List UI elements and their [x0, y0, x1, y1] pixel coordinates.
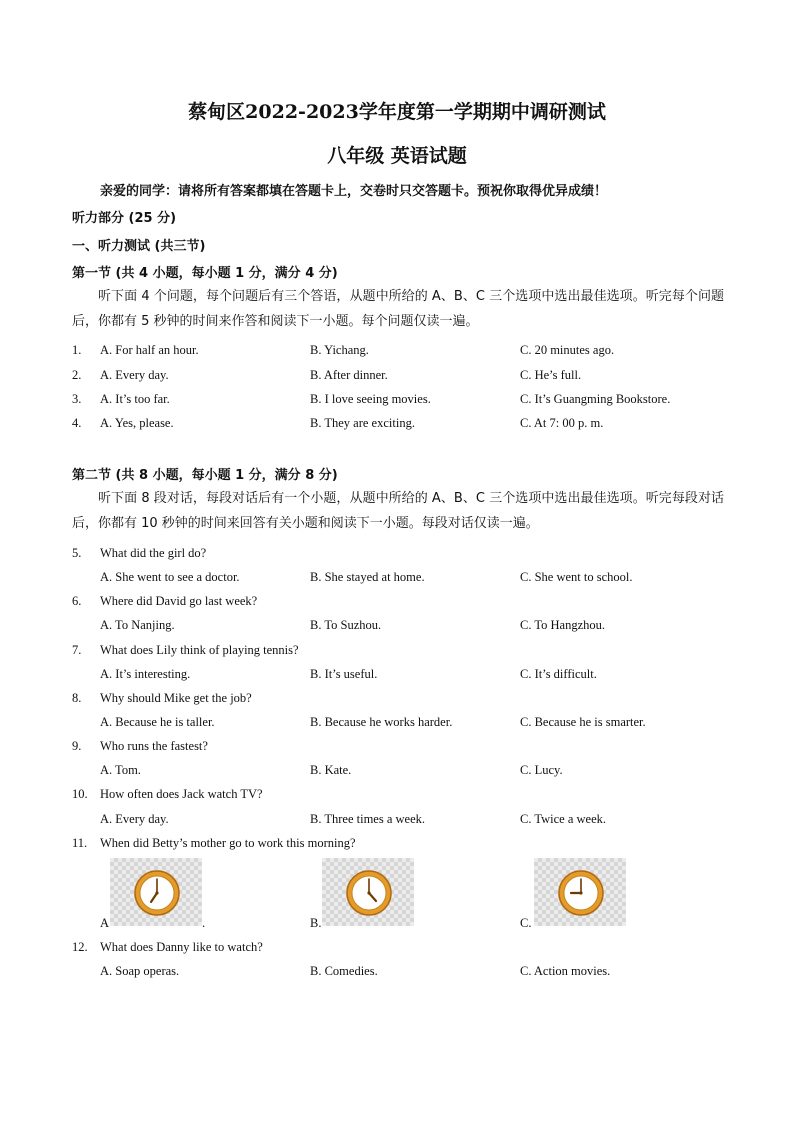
- option-a: A. Soap operas.: [100, 964, 180, 978]
- question-text: Who runs the fastest?: [100, 739, 208, 753]
- option-b: B. Because he works harder.: [310, 715, 453, 729]
- question-number: 3.: [72, 392, 82, 406]
- options-row: [0, 570, 794, 588]
- options-row: [0, 715, 794, 733]
- section1-instructions: 听下面 4 个问题，每个问题后有三个答语，从题中所给的 A、B、C 三个选项中选出最佳选项。听完每个问题后，你都有 5 秒钟的时间来作答和阅读下一小题。每个问题仅读一遍。: [72, 289, 724, 329]
- question-number: 2.: [72, 368, 82, 382]
- option-b: B. I love seeing movies.: [310, 392, 431, 406]
- option-b: B. It’s useful.: [310, 667, 378, 681]
- option-c: C. To Hangzhou.: [520, 618, 605, 632]
- option-a: A. It’s too far.: [100, 392, 170, 406]
- option-c: C. It’s difficult.: [520, 667, 597, 681]
- section1-title: 第一节 (共 4 小题，每小题 1 分，满分 4 分): [72, 266, 338, 281]
- question-row: [0, 368, 794, 386]
- section2-title: 第二节 (共 8 小题，每小题 1 分，满分 8 分): [72, 468, 338, 483]
- option-c: C. Because he is smarter.: [520, 715, 646, 729]
- option-c: C. At 7: 00 p. m.: [520, 416, 604, 430]
- clock-icon: [556, 868, 606, 918]
- listening-part-title: 听力部分 (25 分): [72, 211, 177, 226]
- question-number: 12.: [72, 940, 88, 954]
- section2-instructions: 听下面 8 段对话，每段对话后有一个小题，从题中所给的 A、B、C 三个选项中选出最佳选项。听完每段对话后，你都有 10 秒钟的时间来回答有关小题和阅读下一小题。每段对话仅读一遍。: [72, 491, 724, 531]
- options-row: [0, 667, 794, 685]
- option-c: C. He’s full.: [520, 368, 582, 382]
- option-c: C. Lucy.: [520, 763, 563, 777]
- question-row: [0, 691, 794, 709]
- option-a-suffix: .: [202, 916, 206, 930]
- question-number: 1.: [72, 343, 82, 357]
- question-number: 6.: [72, 594, 82, 608]
- options-row: [0, 964, 794, 982]
- option-b: B. Comedies.: [310, 964, 378, 978]
- question-number: 4.: [72, 416, 82, 430]
- option-a: A. Every day.: [100, 368, 169, 382]
- option-a: A. Because he is taller.: [100, 715, 215, 729]
- option-b: B. She stayed at home.: [310, 570, 425, 584]
- option-c: C. Twice a week.: [520, 812, 607, 826]
- question-text: When did Betty’s mother go to work this morning?: [100, 836, 356, 850]
- question-number: 7.: [72, 643, 82, 657]
- options-row: [0, 763, 794, 781]
- question-row: [0, 940, 794, 958]
- option-a: A. For half an hour.: [100, 343, 199, 357]
- question-row: [0, 416, 794, 434]
- listening-section-title: 一、听力测试 (共三节): [72, 239, 206, 254]
- option-c: C. She went to school.: [520, 570, 633, 584]
- option-a: A. Yes, please.: [100, 416, 174, 430]
- option-a: A. Every day.: [100, 812, 169, 826]
- option-a: A. To Nanjing.: [100, 618, 175, 632]
- question-row: [0, 392, 794, 410]
- option-b: B. To Suzhou.: [310, 618, 382, 632]
- option-b: B. Kate.: [310, 763, 352, 777]
- option-b: B.: [310, 916, 322, 930]
- question-row: [0, 643, 794, 661]
- question-number: 9.: [72, 739, 82, 753]
- question-row: [0, 836, 794, 854]
- option-c: C. 20 minutes ago.: [520, 343, 615, 357]
- question-text: How often does Jack watch TV?: [100, 787, 263, 801]
- clock-icon: [344, 868, 394, 918]
- question-text: What does Lily think of playing tennis?: [100, 643, 299, 657]
- options-row: [0, 618, 794, 636]
- option-b: B. After dinner.: [310, 368, 388, 382]
- option-a: A. It’s interesting.: [100, 667, 191, 681]
- question-text: Why should Mike get the job?: [100, 691, 252, 705]
- clock-icon: [132, 868, 182, 918]
- question-row: [0, 594, 794, 612]
- exam-subtitle: 八年级 英语试题: [327, 145, 467, 167]
- option-a: A: [100, 916, 110, 930]
- question-text: Where did David go last week?: [100, 594, 258, 608]
- option-b: B. Three times a week.: [310, 812, 426, 826]
- option-c: C.: [520, 916, 532, 930]
- option-b: B. Yichang.: [310, 343, 369, 357]
- question-number: 10.: [72, 787, 88, 801]
- options-row: [0, 916, 794, 934]
- question-row: [0, 739, 794, 757]
- exam-title: 蔡甸区2022-2023学年度第一学期期中调研测试: [188, 101, 606, 123]
- option-c: C. Action movies.: [520, 964, 611, 978]
- option-a: A. She went to see a doctor.: [100, 570, 240, 584]
- question-number: 11.: [72, 836, 88, 850]
- question-text: What did the girl do?: [100, 546, 207, 560]
- exam-notice: 亲爱的同学：请将所有答案都填在答题卡上，交卷时只交答题卡。预祝你取得优异成绩！: [100, 184, 608, 199]
- option-b: B. They are exciting.: [310, 416, 415, 430]
- question-row: [0, 546, 794, 564]
- question-text: What does Danny like to watch?: [100, 940, 263, 954]
- question-row: [0, 343, 794, 361]
- option-c: C. It’s Guangming Bookstore.: [520, 392, 671, 406]
- options-row: [0, 812, 794, 830]
- question-number: 8.: [72, 691, 82, 705]
- question-number: 5.: [72, 546, 82, 560]
- question-row: [0, 787, 794, 805]
- option-a: A. Tom.: [100, 763, 141, 777]
